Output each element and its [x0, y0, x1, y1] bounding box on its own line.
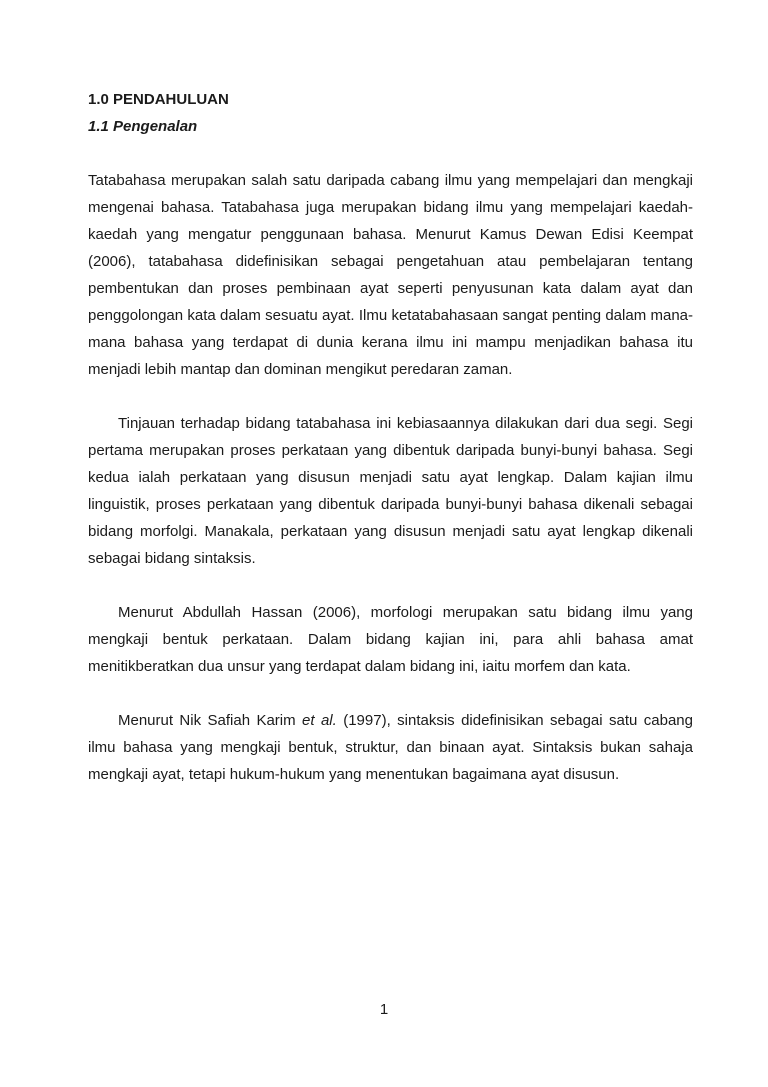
paragraph-4-et-al-italic: et al.	[302, 712, 337, 729]
document-body	[88, 86, 693, 788]
paragraph-1: Tatabahasa merupakan salah satu daripada cabang ilmu yang mempelajari dan mengkaji mengenai bahasa. Tatabahasa juga merupakan bidang ilmu yang mempelajari kaedah-kaedah yang mengatur penggunaan bahasa. Menurut Kamus Dewan Edisi Keempat (2006), tatabahasa didefinisikan sebagai pengetahuan atau pembelajaran tentang pembentukan dan proses pembinaan ayat seperti penyusunan kata dalam ayat dan penggolongan kata dalam sesuatu ayat. Ilmu ketatabahasaan sangat penting dalam mana-mana bahasa yang terdapat di dunia kerana ilmu ini mampu menjadikan bahasa itu menjadi lebih mantap dan dominan mengikut peredaran zaman.	[88, 172, 693, 378]
paragraph-4	[88, 707, 693, 788]
page-number: 1	[379, 1001, 389, 1018]
paragraph-2: Tinjauan terhadap bidang tatabahasa ini kebiasaannya dilakukan dari dua segi. Segi pertama merupakan proses perkataan yang dibentuk daripada bunyi-bunyi bahasa. Segi kedua ialah perkataan yang disusun menjadi satu ayat lengkap. Dalam kajian ilmu linguistik, proses perkataan yang dibentuk daripada bunyi-bunyi bahasa dikenali sebagai bidang morfolgi. Manakala, perkataan yang disusun menjadi satu ayat lengkap dikenali sebagai bidang sintaksis.	[88, 415, 693, 567]
paragraph-4-text-start: Menurut Nik Safiah Karim	[118, 712, 303, 729]
section-heading: 1.0 PENDAHULUAN	[88, 91, 229, 108]
paragraph-3: Menurut Abdullah Hassan (2006), morfologi merupakan satu bidang ilmu yang mengkaji bentuk perkataan. Dalam bidang kajian ini, para ahli bahasa amat menitikberatkan dua unsur yang terdapat dalam bidang ini, iaitu morfem dan kata.	[88, 604, 693, 675]
subsection-heading: 1.1 Pengenalan	[88, 118, 198, 135]
paragraph-4-text-end: (1997), sintaksis didefinisikan sebagai satu cabang ilmu bahasa yang mengkaji bentuk, struktur, dan binaan ayat. Sintaksis bukan sahaja mengkaji ayat, tetapi hukum-hukum yang menentukan bagaimana ayat disusun.	[88, 712, 693, 783]
